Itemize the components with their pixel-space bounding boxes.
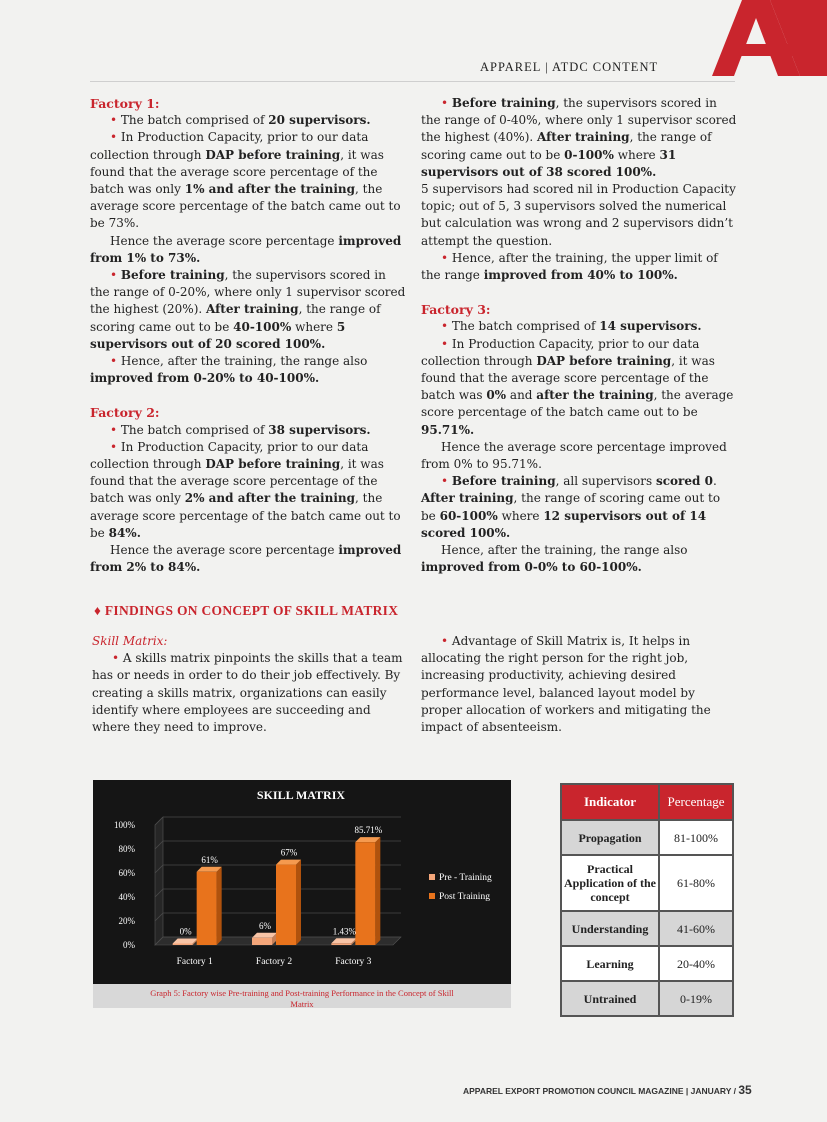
bar	[331, 943, 351, 945]
right-column	[421, 95, 737, 576]
data-label: 85.71%	[354, 825, 383, 836]
chart-title: SKILL MATRIX	[256, 788, 346, 802]
y-tick-label: 40%	[118, 892, 135, 902]
legend-label: Pre - Training	[439, 873, 492, 883]
skill-matrix-text	[92, 633, 410, 736]
table-cell: Learning	[561, 946, 659, 981]
y-tick-label: 100%	[114, 820, 135, 830]
paragraph: • Hence, after the training, the range also improved from 0-20% to 40-100%.	[90, 354, 368, 386]
factory-3-heading: Factory 3:	[421, 302, 491, 318]
chart-side-wall	[155, 817, 163, 945]
caption-text: Graph 5: Factory wise Pre-training and Post-training Performance in the Concept of Skill Matrix	[150, 988, 454, 1009]
paragraph: • In Production Capacity, prior to our data collection through DAP before training, it was found that the average score percentage of the batch was only 2% and after the training, the average score percentage of the batch came out to be 84%.	[90, 439, 401, 540]
paragraph: • Before training, the supervisors scored in the range of 0-40%, where only 1 supervisor scored the highest (40%). After training, the range of scoring came out to be 0-100% where 31 supervisors out of 38 scored 100%.	[421, 96, 737, 179]
bar-side	[217, 867, 222, 945]
table-cell: Propagation	[561, 820, 659, 855]
table-row	[561, 820, 733, 855]
table-header-percentage: Percentage	[659, 784, 733, 820]
factory-1-heading: Factory 1:	[90, 96, 160, 111]
table-row	[561, 911, 733, 946]
bar-side	[375, 837, 380, 945]
advantage-text	[421, 633, 721, 736]
x-tick-label: Factory 3	[335, 957, 372, 967]
paragraph: • The batch comprised of 14 supervisors.	[441, 319, 702, 334]
data-label: 67%	[280, 847, 298, 858]
paragraph: • The batch comprised of 38 supervisors.	[110, 422, 371, 437]
skill-matrix-title: Skill Matrix:	[92, 634, 168, 648]
table-cell: 0-19%	[659, 981, 733, 1016]
findings-heading: ♦ FINDINGS ON CONCEPT OF SKILL MATRIX	[94, 603, 399, 618]
brand-logo	[667, 0, 827, 76]
paragraph: • A skills matrix pinpoints the skills that a team has or needs in order to do their job effectively. By creating a skills matrix, organizations can easily identify where employees are succeeding and where they need to improve.	[92, 651, 403, 735]
table-cell: 20-40%	[659, 946, 733, 981]
paragraph: Hence the average score percentage improved from 1% to 73%.	[90, 233, 402, 265]
paragraph: • In Production Capacity, prior to our data collection through DAP before training, it was found that the average score percentage of the batch was only 1% and after the training, the average score percentage of the batch came out to be 73%.	[90, 130, 401, 231]
header-divider	[90, 81, 735, 82]
y-tick-label: 0%	[123, 940, 135, 950]
table-row	[561, 981, 733, 1016]
bar	[173, 944, 193, 946]
paragraph: • Before training, all supervisors scored 0. After training, the range of scoring came out to be 60-100% where 12 supervisors out of 14 scored 100%.	[421, 474, 721, 540]
page-number: 35	[738, 1083, 752, 1097]
table-row	[561, 855, 733, 911]
bar	[197, 872, 217, 945]
paragraph: • The batch comprised of 20 supervisors.	[110, 113, 371, 128]
y-tick-label: 60%	[118, 868, 135, 878]
legend-swatch	[429, 874, 435, 880]
data-label: 6%	[259, 920, 271, 931]
table-cell: 61-80%	[659, 855, 733, 911]
data-label: 1.43%	[332, 926, 356, 937]
table-cell: Understanding	[561, 911, 659, 946]
legend-label: Post Training	[439, 892, 490, 902]
paragraph: • Hence, after the training, the upper limit of the range improved from 40% to 100%.	[421, 250, 718, 283]
paragraph: • Advantage of Skill Matrix is, It helps in allocating the right person for the right job, increasing productivity, achieving desired performance level, balanced layout model by proper allocation of workers and mitigating the impact of absenteeism.	[421, 634, 711, 735]
table-header-indicator: Indicator	[561, 784, 659, 820]
legend-swatch	[429, 893, 435, 899]
indicator-table	[560, 783, 734, 1017]
paragraph: Hence the average score percentage improved from 2% to 84%.	[90, 543, 402, 575]
bar	[276, 865, 296, 945]
factory-2-heading: Factory 2:	[90, 405, 160, 421]
paragraph: • Before training, the supervisors scored in the range of 0-20%, where only 1 supervisor scored the highest (20%). After training, the range of scoring came out to be 40-100% where 5 supervisors out of 20 scored 100%.	[90, 268, 406, 351]
bar-side	[296, 860, 301, 945]
table-cell: Untrained	[561, 981, 659, 1016]
table-cell: Practical Application of the concept	[561, 855, 659, 911]
skill-matrix-chart	[93, 780, 511, 1008]
x-tick-label: Factory 2	[255, 957, 293, 967]
table-cell: 81-100%	[659, 820, 733, 855]
y-tick-label: 20%	[118, 916, 135, 926]
chart-background	[93, 780, 511, 984]
page-footer: APPAREL EXPORT PROMOTION COUNCIL MAGAZINE | JANUARY / 35	[463, 1083, 752, 1097]
chart-svg	[93, 780, 511, 984]
paragraph: Hence, after the training, the range also improved from 0-0% to 60-100%.	[421, 543, 688, 575]
section-header: APPAREL | ATDC CONTENT	[480, 60, 659, 74]
data-label: 0%	[179, 926, 192, 937]
chart-caption	[93, 984, 511, 1008]
bar	[355, 842, 375, 945]
table-row	[561, 946, 733, 981]
paragraph: Hence the average score percentage improved from 0% to 95.71%.	[421, 439, 727, 472]
bar	[252, 938, 272, 945]
paragraph: 5 supervisors had scored nil in Production Capacity topic; out of 5, 3 supervisors solved the numerical but calculation was wrong and 2 supervisors didn’t attempt the question.	[421, 182, 736, 248]
paragraph: • In Production Capacity, prior to our data collection through DAP before training, it was found that the average score percentage of the batch was 0% and after the training, the average score percentage of the batch came out to be 95.71%.	[421, 336, 734, 437]
x-tick-label: Factory 1	[176, 957, 213, 967]
data-label: 61%	[201, 854, 218, 865]
y-tick-label: 80%	[118, 844, 135, 854]
left-column	[90, 95, 408, 576]
table-cell: 41-60%	[659, 911, 733, 946]
